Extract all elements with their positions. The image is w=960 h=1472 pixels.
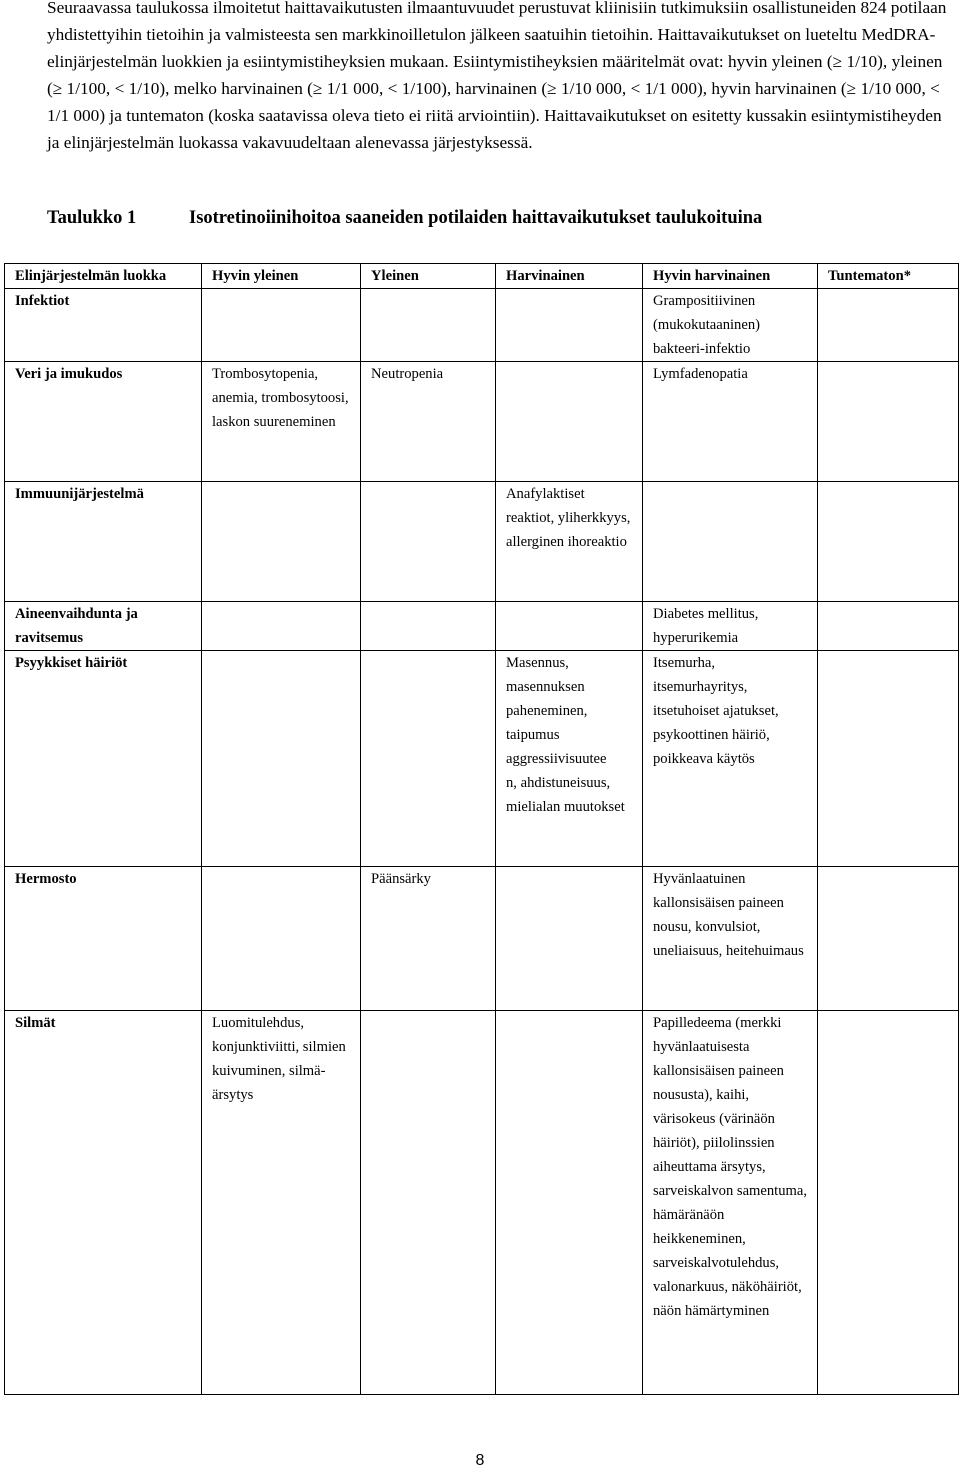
very-common-cell bbox=[202, 602, 361, 651]
rare-cell bbox=[496, 1011, 643, 1395]
rare-cell bbox=[496, 867, 643, 1011]
unknown-cell bbox=[818, 289, 959, 362]
very-common-cell bbox=[202, 651, 361, 867]
very-rare-cell: Diabetes mellitus, hyperurikemia bbox=[643, 602, 818, 651]
very-rare-cell: Papilledeema (merkki hyvänlaatuisesta kallonsisäisen paineen noususta), kaihi, värisokeus (värinäön häiriöt), piilolinssien aiheuttama ärsytys, sarveiskalvon samentuma, hämäränäön heikkeneminen, sarveiskalvotulehdus, valonarkuus, näköhäiriöt, näön hämärtyminen bbox=[643, 1011, 818, 1395]
table-row bbox=[5, 362, 959, 482]
unknown-cell bbox=[818, 482, 959, 602]
common-cell bbox=[361, 289, 496, 362]
common-cell bbox=[361, 482, 496, 602]
organ-class-cell: Psyykkiset häiriöt bbox=[5, 651, 202, 867]
adverse-effects-table bbox=[4, 263, 959, 1395]
very-common-cell bbox=[202, 289, 361, 362]
organ-class-cell: Aineenvaihdunta ja ravitsemus bbox=[5, 602, 202, 651]
table-number: Taulukko 1 bbox=[47, 208, 137, 228]
unknown-cell bbox=[818, 362, 959, 482]
very-rare-cell: Hyvänlaatuinen kallonsisäisen paineen nousu, konvulsiot, uneliaisuus, heitehuimaus bbox=[643, 867, 818, 1011]
very-common-cell bbox=[202, 482, 361, 602]
table-row bbox=[5, 482, 959, 602]
header-common: Yleinen bbox=[361, 264, 496, 289]
rare-cell bbox=[496, 289, 643, 362]
common-cell bbox=[361, 1011, 496, 1395]
intro-paragraph: Seuraavassa taulukossa ilmoitetut haittavaikutusten ilmaantuvuudet perustuvat kliinisiin tutkimuksiin osallistuneiden 824 potilaan yhdistettyihin tietoihin ja valmisteesta sen markkinoilletulon jälkeen saatuihin tietoihin. Haittavaikutukset on lueteltu MedDRA-elinjärjestelmän luokkien ja esiintymistiheyksien mukaan. Esiintymistiheyksien määritelmät ovat: hyvin yleinen (≥ 1/10), yleinen (≥ 1/100, < 1/10), melko harvinainen (≥ 1/1 000, < 1/100), harvinainen (≥ 1/10 000, < 1/1 000), hyvin harvinainen (≥ 1/10 000, < 1/1 000) ja tuntematon (koska saatavissa oleva tieto ei riitä arviointiin). Haittavaikutukset on esitetty kussakin esiintymistiheyden ja elinjärjestelmän luokassa vakavuudeltaan alenevassa järjestyksessä. bbox=[47, 0, 947, 152]
very-common-cell: Luomitulehdus, konjunktiviitti, silmien kuivuminen, silmä-ärsytys bbox=[202, 1011, 361, 1395]
organ-class-cell: Silmät bbox=[5, 1011, 202, 1395]
very-rare-cell: Grampositiivinen (mukokutaaninen) bakteeri-infektio bbox=[643, 289, 818, 362]
page-number: 8 bbox=[475, 1452, 485, 1469]
organ-class-cell: Immuunijärjestelmä bbox=[5, 482, 202, 602]
common-cell bbox=[361, 602, 496, 651]
rare-cell bbox=[496, 362, 643, 482]
very-common-cell: Trombosytopenia, anemia, trombosytoosi, laskon suureneminen bbox=[202, 362, 361, 482]
table-title: Isotretinoiinihoitoa saaneiden potilaiden haittavaikutukset taulukoituina bbox=[189, 208, 763, 228]
header-organ-class: Elinjärjestelmän luokka bbox=[5, 264, 202, 289]
very-rare-cell bbox=[643, 482, 818, 602]
very-rare-cell: Itsemurha, itsemurhayritys, itsetuhoiset ajatukset, psykoottinen häiriö, poikkeava käytös bbox=[643, 651, 818, 867]
table-row bbox=[5, 1011, 959, 1395]
organ-class-cell: Hermosto bbox=[5, 867, 202, 1011]
rare-cell: Masennus, masennuksen paheneminen, taipumus aggressiivisuutee n, ahdistuneisuus, mielialan muutokset bbox=[496, 651, 643, 867]
table-row bbox=[5, 867, 959, 1011]
header-rare: Harvinainen bbox=[496, 264, 643, 289]
table-header-row bbox=[5, 264, 959, 289]
very-rare-cell: Lymfadenopatia bbox=[643, 362, 818, 482]
common-cell: Neutropenia bbox=[361, 362, 496, 482]
common-cell bbox=[361, 651, 496, 867]
header-very-rare: Hyvin harvinainen bbox=[643, 264, 818, 289]
organ-class-cell: Veri ja imukudos bbox=[5, 362, 202, 482]
common-cell: Päänsärky bbox=[361, 867, 496, 1011]
unknown-cell bbox=[818, 1011, 959, 1395]
rare-cell bbox=[496, 602, 643, 651]
organ-class-cell: Infektiot bbox=[5, 289, 202, 362]
table-row bbox=[5, 289, 959, 362]
table-row bbox=[5, 602, 959, 651]
table-row bbox=[5, 651, 959, 867]
header-unknown: Tuntematon* bbox=[818, 264, 959, 289]
very-common-cell bbox=[202, 867, 361, 1011]
rare-cell: Anafylaktiset reaktiot, yliherkkyys, allerginen ihoreaktio bbox=[496, 482, 643, 602]
header-very-common: Hyvin yleinen bbox=[202, 264, 361, 289]
unknown-cell bbox=[818, 651, 959, 867]
unknown-cell bbox=[818, 867, 959, 1011]
unknown-cell bbox=[818, 602, 959, 651]
